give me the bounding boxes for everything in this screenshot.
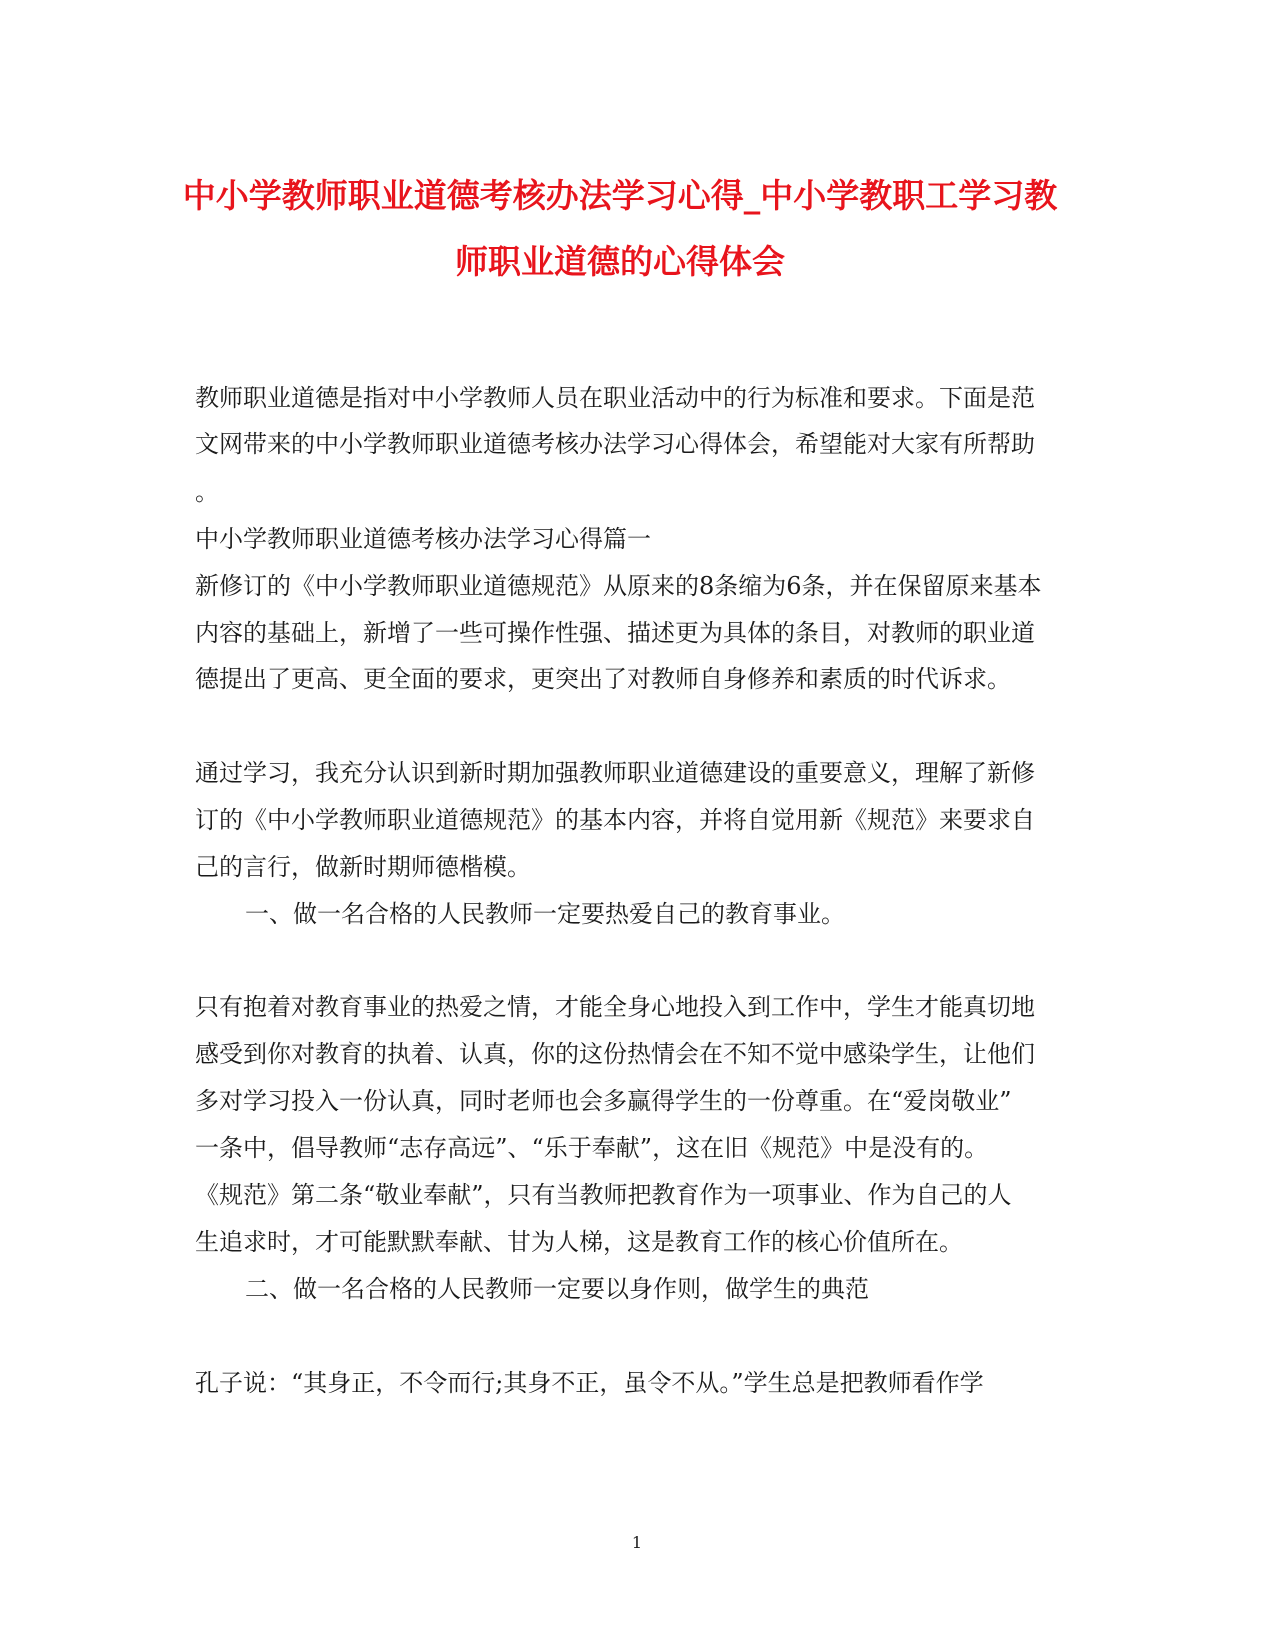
body-line: 生追求时，才可能默默奉献、甘为人梯，这是教育工作的核心价值所在。 [195, 1228, 963, 1256]
body-line: 新修订的《中小学教师职业道德规范》从原来的8条缩为6条，并在保留原来基本 [195, 572, 1042, 600]
body-line: 多对学习投入一份认真，同时老师也会多赢得学生的一份尊重。在“爱岗敬业” [195, 1087, 1012, 1115]
point-heading-2: 二、做一名合格的人民教师一定要以身作则，做学生的典范 [245, 1275, 869, 1303]
body-line: 感受到你对教育的执着、认真，你的这份热情会在不知不觉中感染学生，让他们 [195, 1040, 1035, 1068]
point-heading-1: 一、做一名合格的人民教师一定要热爱自己的教育事业。 [245, 900, 845, 928]
section-heading: 中小学教师职业道德考核办法学习心得篇一 [195, 525, 651, 553]
body-line: 孔子说：“其身正，不令而行;其身不正，虽令不从。”学生总是把教师看作学 [195, 1369, 984, 1397]
body-line: 己的言行，做新时期师德楷模。 [195, 853, 531, 881]
document-title-line-2: 师职业道德的心得体会 [455, 242, 785, 281]
body-line: 通过学习，我充分认识到新时期加强教师职业道德建设的重要意义，理解了新修 [195, 759, 1035, 787]
body-line: 订的《中小学教师职业道德规范》的基本内容，并将自觉用新《规范》来要求自 [195, 806, 1035, 834]
body-line: 一条中，倡导教师“志存高远”、“乐于奉献”，这在旧《规范》中是没有的。 [195, 1134, 989, 1162]
body-line: 教师职业道德是指对中小学教师人员在职业活动中的行为标准和要求。下面是范 [195, 384, 1035, 412]
body-line: 文网带来的中小学教师职业道德考核办法学习心得体会，希望能对大家有所帮助 [195, 430, 1035, 458]
body-line: 《规范》第二条“敬业奉献”，只有当教师把教育作为一项事业、作为自己的人 [195, 1181, 1012, 1209]
page-number: 1 [631, 1533, 643, 1552]
body-line: 。 [195, 478, 219, 506]
body-line: 德提出了更高、更全面的要求，更突出了对教师自身修养和素质的时代诉求。 [195, 665, 1011, 693]
body-line: 只有抱着对教育事业的热爱之情，才能全身心地投入到工作中，学生才能真切地 [195, 993, 1035, 1021]
body-line: 内容的基础上，新增了一些可操作性强、描述更为具体的条目，对教师的职业道 [195, 619, 1035, 647]
document-title-line-1: 中小学教师职业道德考核办法学习心得_中小学教职工学习教 [182, 176, 1058, 215]
